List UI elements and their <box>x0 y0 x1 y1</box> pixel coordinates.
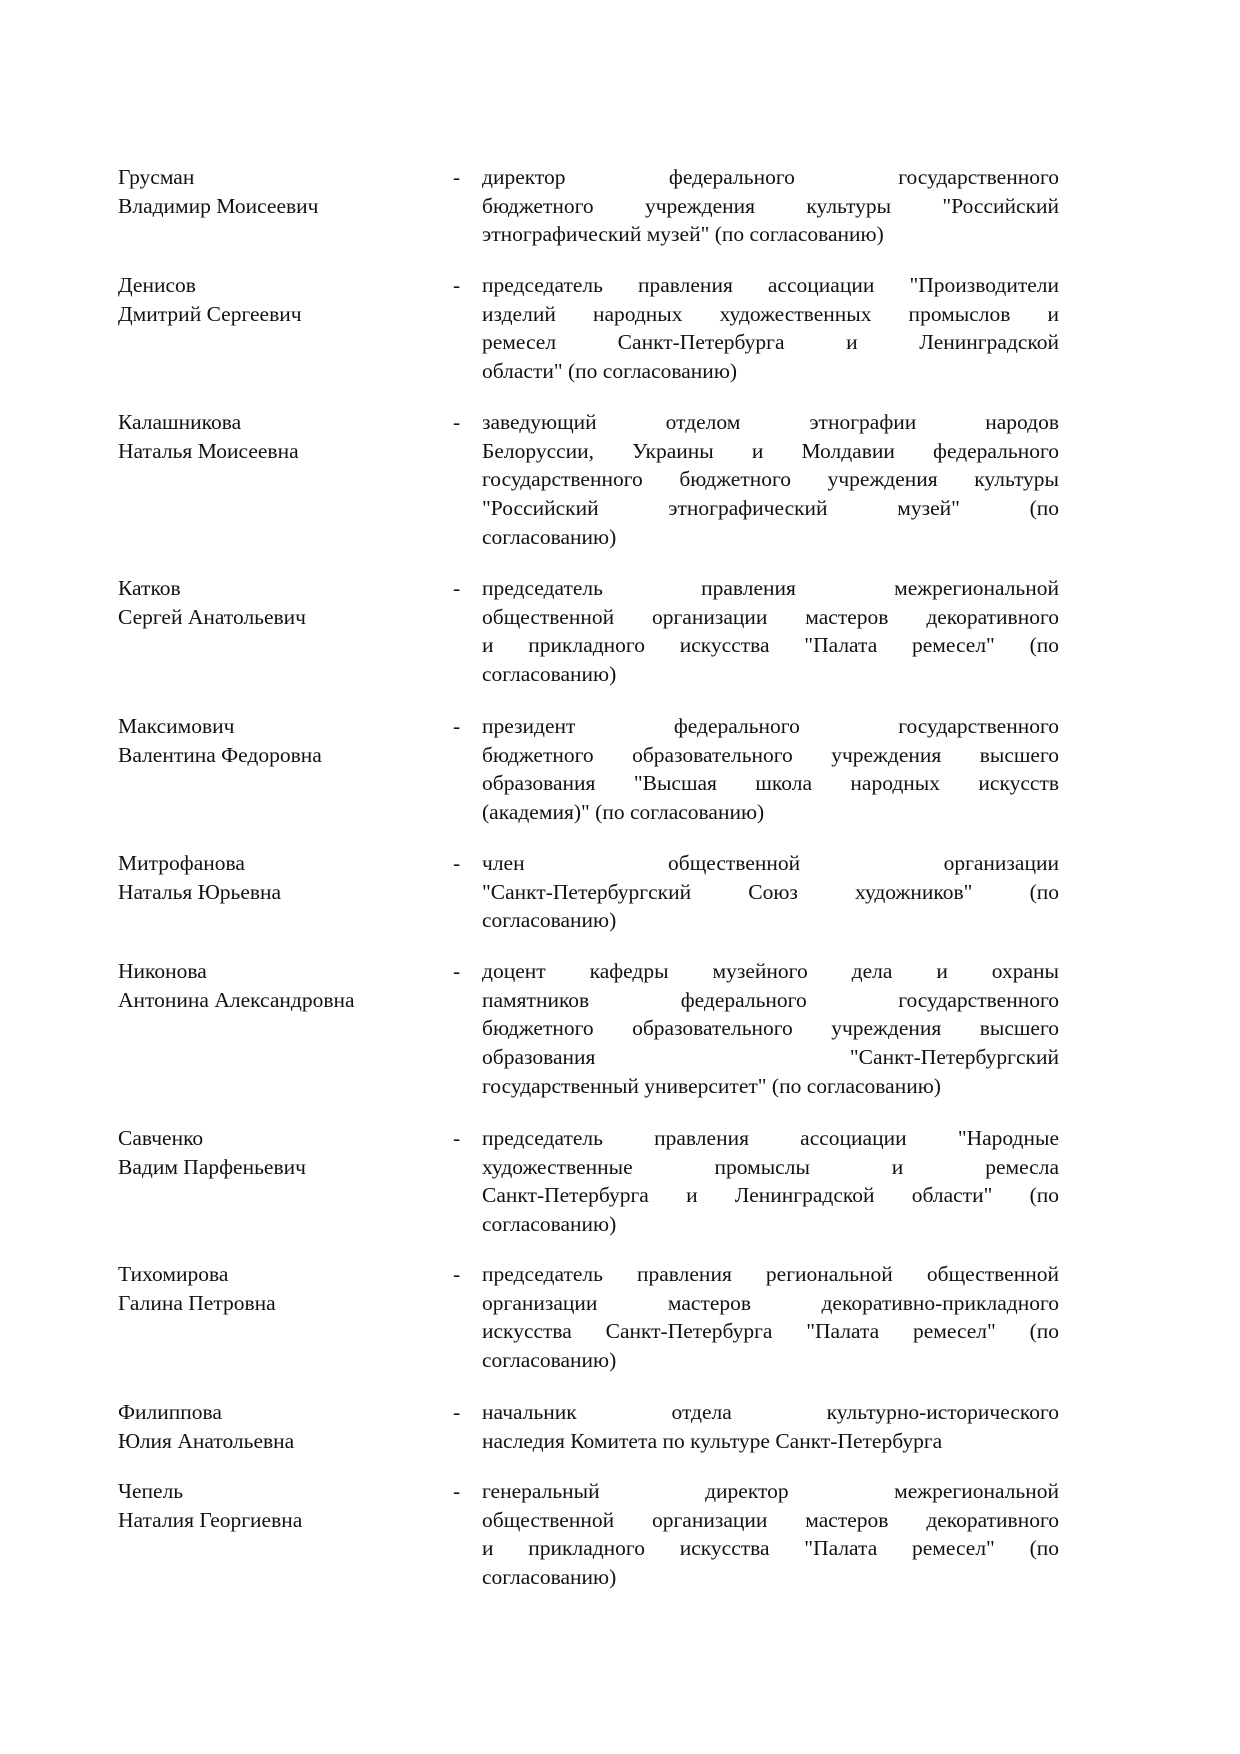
dash-separator: - <box>453 273 461 297</box>
member-name <box>118 271 438 328</box>
member-position <box>482 1124 1059 1239</box>
member-position <box>482 271 1059 386</box>
member-given-names: Наталия Георгиевна <box>118 1507 303 1532</box>
member-given-names: Дмитрий Сергеевич <box>118 301 302 326</box>
position-line: Санкт-Петербурга и Ленинградской области" (по <box>482 1183 1059 1208</box>
position-line: ремесел Санкт-Петербурга и Ленинградской <box>482 330 1059 355</box>
position-line: член общественной организации <box>482 851 1059 875</box>
position-line: директор федерального государственного <box>482 165 1059 189</box>
member-given-names: Сергей Анатольевич <box>118 604 306 629</box>
member-surname: Савченко <box>118 1126 204 1150</box>
position-line: искусства Санкт-Петербурга "Палата ремесел" (по <box>482 1319 1059 1344</box>
member-surname: Чепель <box>118 1479 184 1503</box>
member-position <box>482 1398 1059 1455</box>
member-position <box>482 849 1059 935</box>
member-position <box>482 408 1059 551</box>
position-line: президент федерального государственного <box>482 714 1059 738</box>
member-surname: Денисов <box>118 273 196 297</box>
position-line: образования "Санкт-Петербургский <box>482 1045 1059 1070</box>
position-line: наследия Комитета по культуре Санкт-Петербурга <box>482 1428 943 1453</box>
member-position <box>482 1477 1059 1592</box>
member-surname: Филиппова <box>118 1400 222 1424</box>
member-name <box>118 1477 438 1534</box>
position-line: заведующий отделом этнографии народов <box>482 410 1059 434</box>
member-name <box>118 1260 438 1317</box>
position-line: председатель правления межрегиональной <box>482 576 1059 600</box>
position-line: председатель правления ассоциации "Народные <box>482 1126 1059 1150</box>
dash-separator: - <box>453 714 461 738</box>
position-line: согласованию) <box>482 1212 617 1237</box>
position-line: "Российский этнографический музей" (по <box>482 496 1059 521</box>
dash-separator: - <box>453 410 461 434</box>
dash-separator: - <box>453 1126 461 1150</box>
position-line: государственного бюджетного учреждения культуры <box>482 467 1059 492</box>
member-position <box>482 712 1059 827</box>
position-line: (академия)" (по согласованию) <box>482 800 765 825</box>
dash-separator: - <box>453 1262 461 1286</box>
position-line: образования "Высшая школа народных искусств <box>482 771 1059 796</box>
member-name <box>118 1398 438 1455</box>
position-line: государственный университет" (по согласованию) <box>482 1073 941 1098</box>
member-given-names: Наталья Юрьевна <box>118 879 282 904</box>
position-line: изделий народных художественных промыслов и <box>482 301 1059 326</box>
position-line: согласованию) <box>482 524 617 549</box>
dash-separator: - <box>453 165 461 189</box>
dash-separator: - <box>453 851 461 875</box>
member-name <box>118 574 438 631</box>
member-name <box>118 408 438 465</box>
position-line: бюджетного образовательного учреждения высшего <box>482 1016 1059 1041</box>
member-name <box>118 163 438 220</box>
member-position <box>482 574 1059 689</box>
position-line: доцент кафедры музейного дела и охраны <box>482 959 1059 983</box>
member-position <box>482 163 1059 249</box>
position-line: области" (по согласованию) <box>482 359 738 384</box>
position-line: бюджетного учреждения культуры "Российский <box>482 193 1059 218</box>
position-line: начальник отдела культурно-исторического <box>482 1400 1059 1424</box>
position-line: общественной организации мастеров декоративного <box>482 604 1059 629</box>
position-line: согласованию) <box>482 908 617 933</box>
member-surname: Тихомирова <box>118 1262 229 1286</box>
member-surname: Митрофанова <box>118 851 245 875</box>
member-given-names: Юлия Анатольевна <box>118 1428 295 1453</box>
member-given-names: Галина Петровна <box>118 1290 276 1315</box>
member-given-names: Антонина Александровна <box>118 987 355 1012</box>
member-position <box>482 1260 1059 1375</box>
position-line: памятников федерального государственного <box>482 987 1059 1012</box>
position-line: художественные промыслы и ремесла <box>482 1154 1059 1179</box>
member-surname: Максимович <box>118 714 235 738</box>
position-line: общественной организации мастеров декоративного <box>482 1507 1059 1532</box>
position-line: этнографический музей" (по согласованию) <box>482 222 884 247</box>
member-name <box>118 849 438 906</box>
member-surname: Никонова <box>118 959 207 983</box>
position-line: и прикладного искусства "Палата ремесел" (по <box>482 1536 1059 1561</box>
position-line: согласованию) <box>482 1348 617 1373</box>
dash-separator: - <box>453 1479 461 1503</box>
member-given-names: Владимир Моисеевич <box>118 193 319 218</box>
position-line: согласованию) <box>482 662 617 687</box>
member-name <box>118 712 438 769</box>
position-line: генеральный директор межрегиональной <box>482 1479 1059 1503</box>
member-position <box>482 957 1059 1100</box>
member-surname: Калашникова <box>118 410 242 434</box>
position-line: председатель правления региональной общественной <box>482 1262 1059 1286</box>
position-line: бюджетного образовательного учреждения высшего <box>482 742 1059 767</box>
dash-separator: - <box>453 959 461 983</box>
member-name <box>118 1124 438 1181</box>
member-given-names: Валентина Федоровна <box>118 742 322 767</box>
position-line: председатель правления ассоциации "Производители <box>482 273 1059 297</box>
member-given-names: Вадим Парфеньевич <box>118 1154 306 1179</box>
dash-separator: - <box>453 1400 461 1424</box>
member-name <box>118 957 438 1014</box>
member-surname: Грусман <box>118 165 195 189</box>
position-line: Белоруссии, Украины и Молдавии федерального <box>482 438 1059 463</box>
position-line: и прикладного искусства "Палата ремесел" (по <box>482 633 1059 658</box>
dash-separator: - <box>453 576 461 600</box>
position-line: организации мастеров декоративно-прикладного <box>482 1290 1059 1315</box>
member-given-names: Наталья Моисеевна <box>118 438 299 463</box>
position-line: "Санкт-Петербургский Союз художников" (по <box>482 879 1059 904</box>
member-surname: Катков <box>118 576 181 600</box>
position-line: согласованию) <box>482 1565 617 1590</box>
